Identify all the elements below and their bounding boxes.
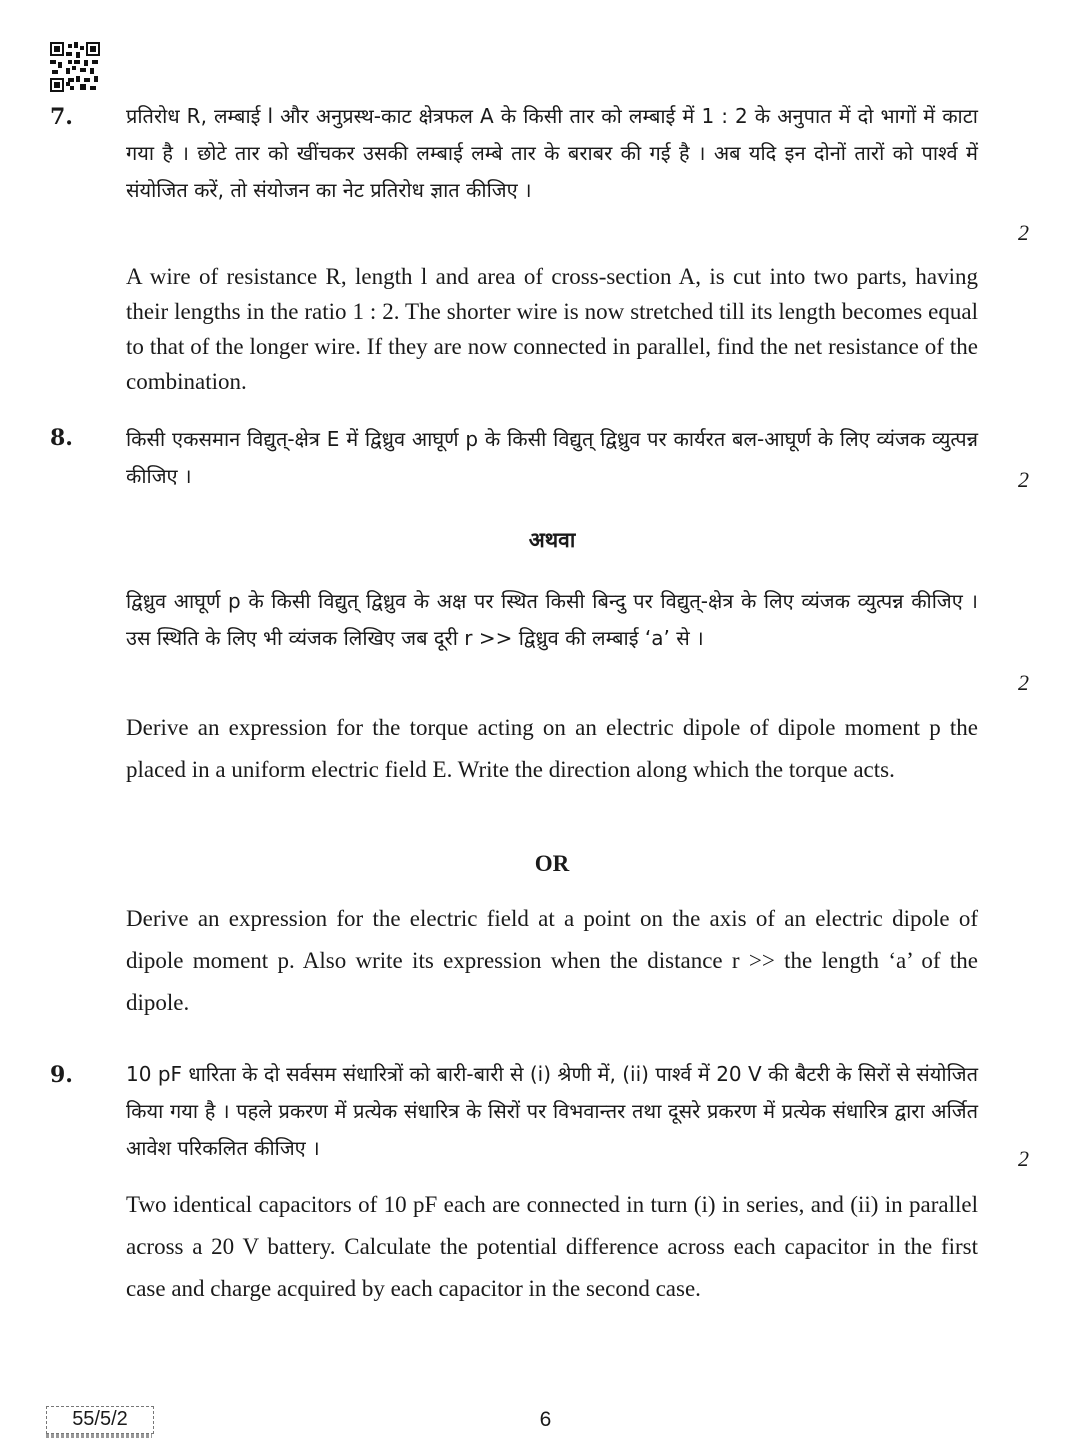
question-7-hindi — [126, 98, 978, 209]
question-text: द्विध्रुव आघूर्ण p के किसी विद्युत् द्विध्रुव के अक्ष पर स्थित किसी बिन्दु पर विद्युत्-क्षेत्र के लिए व्यंजक व्युत्पन्न कीजिए । उस स्थिति के लिए भी व्यंजक लिखिए जब दूरी r >> द्विध्रुव की लम्बाई ‘a’ से । — [126, 589, 978, 650]
marks-label: 2 — [1018, 670, 1029, 695]
marks-label: 2 — [1018, 1146, 1029, 1171]
question-8-hindi-part-a — [126, 421, 978, 495]
marks-label: 2 — [1018, 467, 1029, 492]
question-8-hindi-part-b — [126, 583, 978, 657]
marks-label: 2 — [1018, 220, 1029, 245]
footer-microprint — [46, 1434, 152, 1438]
or-separator-hindi: अथवा — [528, 528, 576, 552]
or-separator-english: OR — [534, 851, 570, 876]
question-text: किसी एकसमान विद्युत्-क्षेत्र E में द्विध्रुव आघूर्ण p के किसी विद्युत् द्विध्रुव पर कार्यरत बल-आघूर्ण के लिए व्यंजक व्युत्पन्न कीजिए । — [126, 427, 978, 488]
question-number: 9. — [50, 1062, 73, 1088]
qr-code — [50, 42, 100, 92]
question-8-english-part-a: Derive an expression for the torque acting on an electric dipole of dipole moment p the placed in a uniform electric field E. Write the direction along which the torque acts. — [126, 715, 978, 782]
question-text: 10 pF धारिता के दो सर्वसम संधारित्रों को बारी-बारी से (i) श्रेणी में, (ii) पार्श्व में 20 V की बैटरी के सिरों से संयोजित किया गया है । पहले प्रकरण में प्रत्येक संधारित्र के सिरों पर विभवान्तर तथा दूसरे प्रकरण में प्रत्येक संधारित्र द्वारा अर्जित आवेश परिकलित कीजिए । — [126, 1062, 978, 1160]
question-text: प्रतिरोध R, लम्बाई l और अनुप्रस्थ-काट क्षेत्रफल A के किसी तार को लम्बाई में 1 : 2 के अनुपात में दो भागों में काटा गया है । छोटे तार को खींचकर उसकी लम्बाई लम्बे तार के बराबर की गई है । अब यदि इन दोनों तारों को पार्श्व में संयोजित करें, तो संयोजन का नेट प्रतिरोध ज्ञात कीजिए । — [126, 104, 978, 202]
question-8-english-part-b: Derive an expression for the electric field at a point on the axis of an electric dipole of dipole moment p. Also write its expression when the distance r >> the length ‘a’ of the dipole. — [126, 906, 978, 1015]
question-number: 7. — [50, 104, 73, 130]
question-number: 8. — [50, 425, 73, 451]
question-7-english: A wire of resistance R, length l and area of cross-section A, is cut into two parts, having their lengths in the ratio 1 : 2. The shorter wire is now stretched till its length becomes equal to that of the longer wire. If they are now connected in parallel, find the net resistance of the combination. — [126, 264, 978, 394]
question-9-hindi — [126, 1056, 978, 1167]
question-9-english: Two identical capacitors of 10 pF each are connected in turn (i) in series, and (ii) in parallel across a 20 V battery. Calculate the potential difference across each capacitor in the first case and charge acquired by each capacitor in the second case. — [126, 1192, 978, 1301]
paper-code: 55/5/2 — [46, 1406, 154, 1434]
page-number: 6 — [539, 1408, 552, 1431]
